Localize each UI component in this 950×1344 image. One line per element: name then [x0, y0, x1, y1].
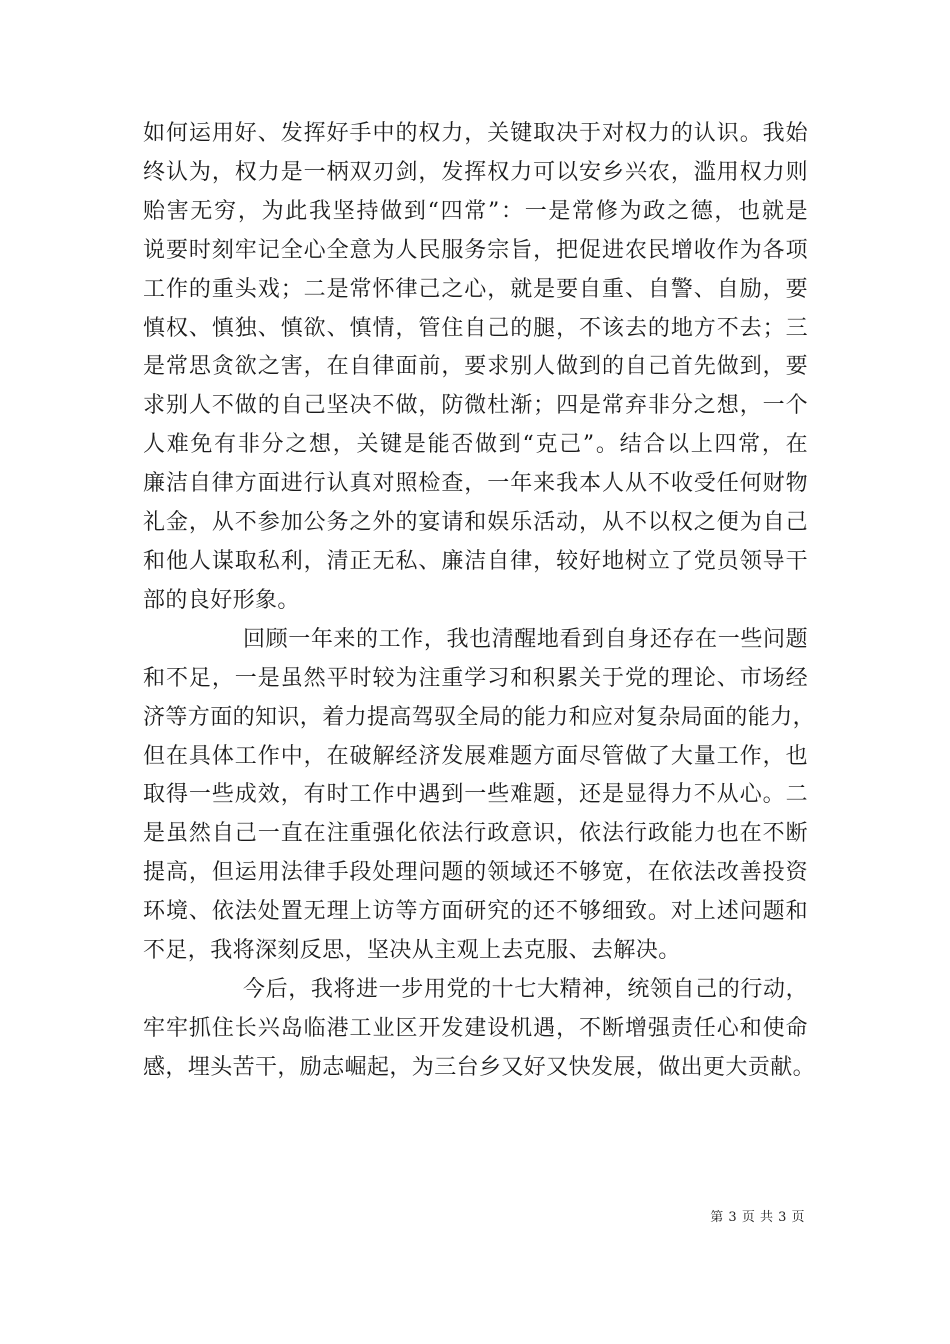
text-line: 贻害无穷，为此我坚持做到“四常”：一是常修为政之德，也就是 — [143, 198, 808, 224]
text-line: 是常思贪欲之害，在自律面前，要求别人做到的自己首先做到，要 — [143, 354, 808, 380]
text-line: 回顾一年来的工作，我也清醒地看到自身还存在一些问题 — [243, 626, 808, 652]
text-line: 牢牢抓住长兴岛临港工业区开发建设机遇，不断增强责任心和使命 — [143, 1015, 808, 1041]
text-line: 但在具体工作中，在破解经济发展难题方面尽管做了大量工作，也 — [143, 743, 808, 769]
text-line: 和他人谋取私利，清正无私、廉洁自律，较好地树立了党员领导干 — [143, 548, 808, 574]
text-line: 终认为，权力是一柄双刃剑，发挥权力可以安乡兴农，滥用权力则 — [143, 159, 808, 185]
document-body — [143, 115, 816, 1088]
paragraph-shortcomings — [143, 621, 816, 971]
text-line: 提高，但运用法律手段处理问题的领域还不够宽，在依法改善投资 — [143, 860, 808, 886]
text-line: 说要时刻牢记全心全意为人民服务宗旨，把促进农民增收作为各项 — [143, 237, 808, 263]
text-line: 如何运用好、发挥好手中的权力，关键取决于对权力的认识。我始 — [143, 121, 808, 146]
text-line: 和不足，一是虽然平时较为注重学习和积累关于党的理论、市场经 — [143, 665, 808, 691]
text-line: 礼金，从不参加公务之外的宴请和娱乐活动，从不以权之便为自己 — [143, 510, 808, 536]
text-line: 今后，我将进一步用党的十七大精神，统领自己的行动， — [243, 976, 808, 1002]
text-line: 求别人不做的自己坚决不做，防微杜渐；四是常弃非分之想，一个 — [143, 393, 808, 419]
text-line: 感，埋头苦干，励志崛起，为三台乡又好又快发展，做出更大贡献。 — [143, 1054, 816, 1080]
text-line: 环境、依法处置无理上访等方面研究的还不够细致。对上述问题和 — [143, 899, 808, 925]
text-line: 不足，我将深刻反思，坚决从主观上去克服、去解决。 — [143, 938, 681, 964]
paragraph-power-awareness — [143, 115, 808, 621]
paragraph-future-plans — [143, 971, 816, 1088]
text-line: 部的良好形象。 — [143, 587, 300, 613]
text-line: 人难免有非分之想，关键是能否做到“克己”。结合以上四常，在 — [143, 432, 808, 458]
text-line: 廉洁自律方面进行认真对照检查，一年来我本人从不收受任何财物 — [143, 471, 808, 497]
text-line: 慎权、慎独、慎欲、慎情，管住自己的腿，不该去的地方不去；三 — [143, 315, 808, 341]
text-line: 是虽然自己一直在注重强化依法行政意识，依法行政能力也在不断 — [143, 821, 808, 847]
text-line: 工作的重头戏；二是常怀律己之心，就是要自重、自警、自励，要 — [143, 276, 808, 302]
text-line: 取得一些成效，有时工作中遇到一些难题，还是显得力不从心。二 — [143, 782, 808, 808]
text-line: 济等方面的知识，着力提高驾驭全局的能力和应对复杂局面的能力， — [143, 704, 816, 730]
page-number-footer: 第 3 页 共 3 页 — [710, 1210, 805, 1225]
